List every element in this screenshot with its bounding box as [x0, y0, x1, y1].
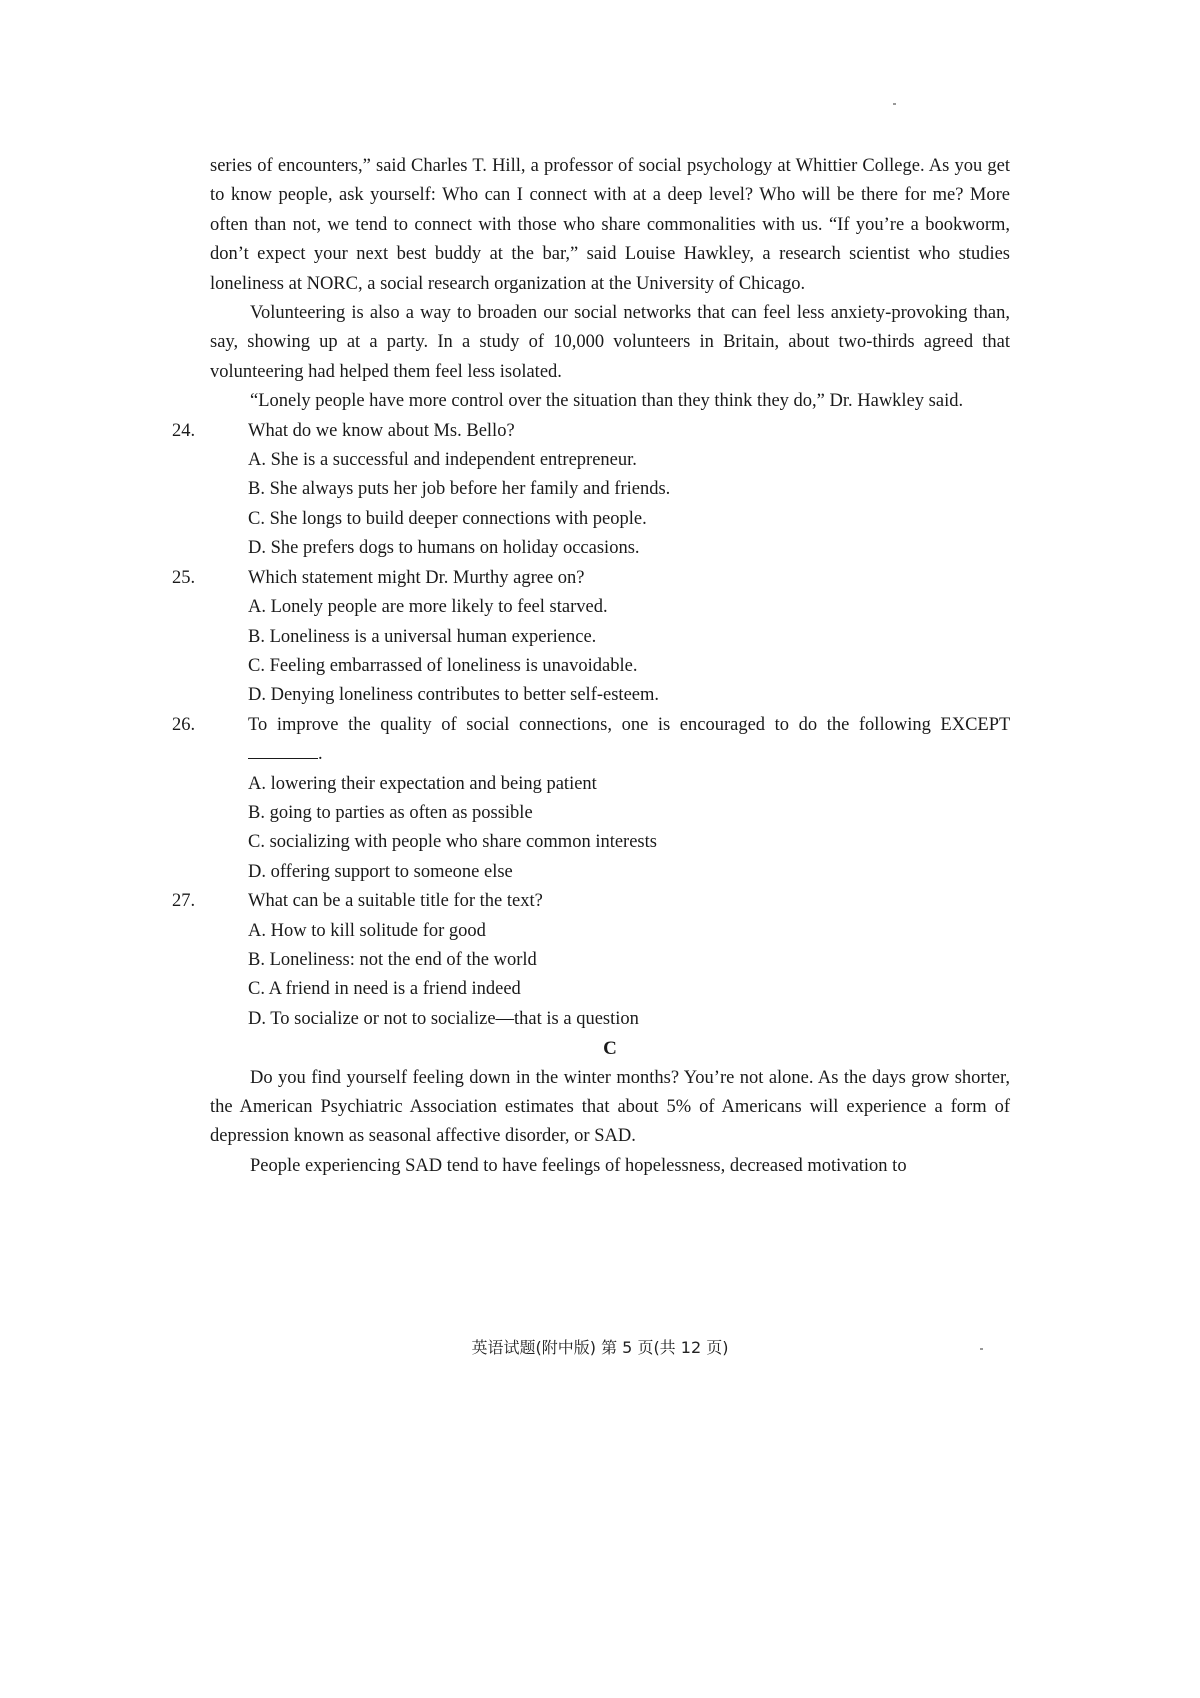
option-b: B. Loneliness: not the end of the world — [248, 949, 537, 970]
question-stem: What do we know about Ms. Bello? — [248, 420, 515, 441]
question-number: 27. — [172, 891, 196, 912]
options-list — [248, 593, 1010, 711]
passage-b-paragraph-3: “Lonely people have more control over the situation than they think they do,” Dr. Hawkley said. — [250, 391, 964, 412]
passage-b-paragraph-1: series of encounters,” said Charles T. Hill, a professor of social psychology at Whittier College. As you get to know people, ask yourself: Who can I connect with at a deep level? Who will be there for me? More often than not, we tend to connect with those who share commonalities with us. “If you’re a bookworm, don’t expect your next best buddy at the bar,” said Louise Hawkley, a research scientist who studies loneliness at NORC, a social research organization at the University of Chicago. — [210, 156, 1010, 294]
option-c: C. She longs to build deeper connections with people. — [248, 508, 647, 529]
option-c: C. Feeling embarrassed of loneliness is unavoidable. — [248, 655, 638, 676]
option-d: D. Denying loneliness contributes to better self-esteem. — [248, 685, 660, 706]
question-stem: What can be a suitable title for the text? — [248, 891, 543, 912]
option-a: A. How to kill solitude for good — [248, 920, 486, 941]
page-footer: 英语试题(附中版) 第 5 页(共 12 页) — [471, 1338, 729, 1357]
question-number: 26. — [172, 714, 196, 735]
option-d: D. offering support to someone else — [248, 861, 513, 882]
section-heading-c: C — [603, 1038, 617, 1060]
question-stem: To improve the quality of social connections, one is encouraged to do the following EXCEPT — [248, 714, 1010, 735]
option-b: B. She always puts her job before her family and friends. — [248, 479, 671, 500]
question-number: 24. — [172, 420, 196, 441]
option-c: C. A friend in need is a friend indeed — [248, 979, 521, 1000]
options-list — [248, 770, 1010, 888]
scan-speck — [980, 1348, 983, 1350]
page-content — [172, 152, 1010, 1181]
option-a: A. Lonely people are more likely to feel starved. — [248, 597, 608, 618]
option-b: B. Loneliness is a universal human experience. — [248, 626, 597, 647]
question-25 — [172, 564, 1010, 711]
passage-c-paragraph-1: Do you find yourself feeling down in the winter months? You’re not alone. As the days grow shorter, the American Psychiatric Association estimates that about 5% of Americans will experience a form of depression known as seasonal affective disorder, or SAD. — [210, 1067, 1010, 1147]
options-list — [248, 917, 1010, 1035]
question-26 — [172, 711, 1010, 887]
option-a: A. She is a successful and independent entrepreneur. — [248, 450, 637, 471]
option-d: D. To socialize or not to socialize—that is a question — [248, 1008, 639, 1029]
option-d: D. She prefers dogs to humans on holiday occasions. — [248, 538, 640, 559]
option-a: A. lowering their expectation and being patient — [248, 773, 597, 794]
question-24 — [172, 417, 1010, 564]
question-stem: Which statement might Dr. Murthy agree on? — [248, 567, 585, 588]
option-b: B. going to parties as often as possible — [248, 802, 533, 823]
question-number: 25. — [172, 567, 196, 588]
options-list — [248, 446, 1010, 564]
question-27 — [172, 887, 1010, 1034]
scan-speck — [893, 103, 896, 105]
answer-blank[interactable] — [248, 740, 318, 759]
passage-c-paragraph-2: People experiencing SAD tend to have feelings of hopelessness, decreased motivation to — [250, 1155, 907, 1176]
passage-b-paragraph-2: Volunteering is also a way to broaden our social networks that can feel less anxiety-provoking than, say, showing up at a party. In a study of 10,000 volunteers in Britain, about two-thirds agreed that volunteering had helped them feel less isolated. — [210, 303, 1010, 382]
question-stem-end: . — [318, 744, 323, 765]
option-c: C. socializing with people who share common interests — [248, 832, 657, 853]
